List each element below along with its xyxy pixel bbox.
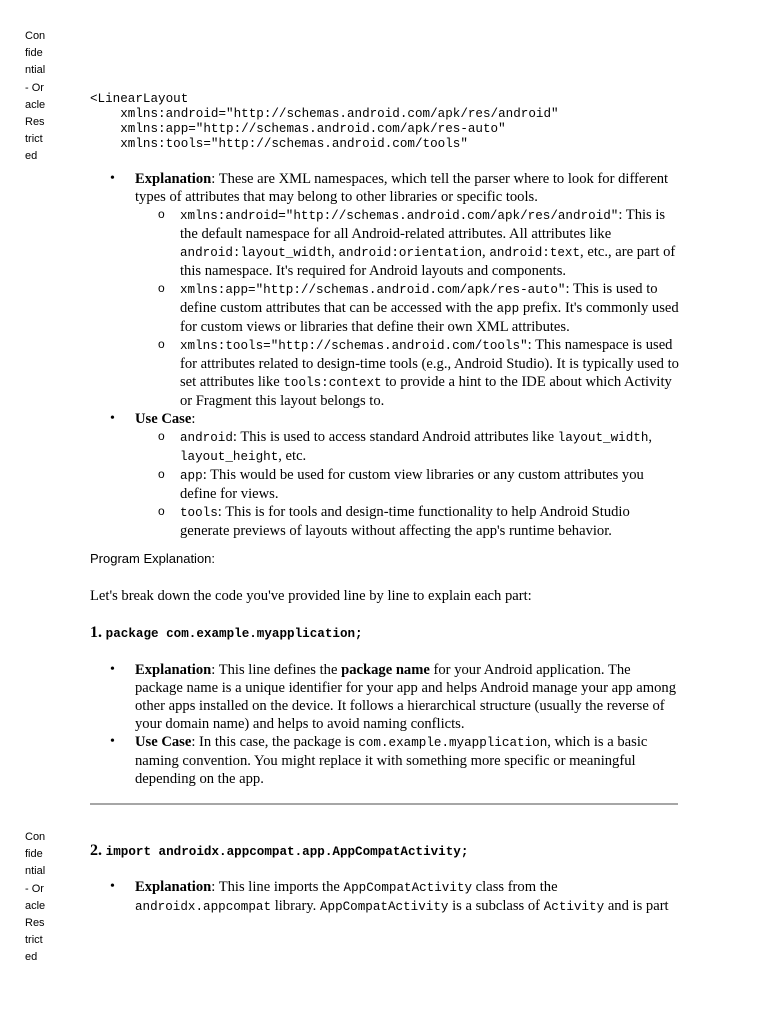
section-code: package com.example.myapplication; (105, 627, 363, 641)
separator: , (648, 429, 653, 445)
list-item (90, 410, 682, 540)
namespace-sub-list (135, 206, 682, 410)
list-item (135, 336, 682, 410)
separator: , (331, 244, 339, 260)
use-case-text: : This is used to access standard Android attributes like (232, 429, 558, 445)
section-number: 2. (90, 842, 102, 859)
explanation-text: for your Android application. The package name is a unique identifier for your app and helps Android manage your app among other apps installed on the device. It follows a hierarchical structure (usually the reverse of your domain name) and helps to avoid naming conflicts. (135, 662, 677, 732)
app-text: : This is used to define custom attributes that can be accessed with the (180, 281, 658, 316)
explanation-label: Explanation (135, 662, 212, 678)
app-namespace-code: xmlns:app="http://schemas.android.com/apk/res-auto" (180, 283, 566, 297)
inline-code: tools (180, 506, 218, 520)
list-item (135, 428, 682, 466)
namespace-bullet-list (90, 170, 682, 540)
section-2-bullet-list (90, 878, 682, 916)
explanation-text: class from the (472, 879, 558, 895)
explanation-text: : This line imports the (211, 879, 344, 895)
use-case-text: , which is a basic naming convention. You might replace it with something more specific or meaningful depending on the app. (135, 734, 648, 787)
explanation-text: library. (271, 898, 320, 914)
list-item (90, 878, 682, 916)
explanation-text: : This line defines the (211, 662, 342, 678)
list-item (90, 170, 682, 410)
list-item (90, 733, 682, 788)
use-case-label: Use Case (135, 411, 192, 427)
linear-layout-code-block: <LinearLayout xmlns:android="http://schemas.android.com/apk/res/android" xmlns:app="http://schemas.android.com/apk/res-auto" xmlns:tools="http://schemas.android.com/tools" (90, 92, 559, 151)
explanation-text: and is part (604, 898, 669, 914)
section-2-heading (90, 842, 468, 861)
list-item (135, 206, 682, 280)
section-1-body (90, 661, 682, 788)
inline-code: android:text (489, 246, 581, 260)
inline-code: layout_height (180, 450, 279, 464)
inline-code: layout_width (557, 431, 649, 445)
inline-code: Activity (543, 900, 605, 914)
confidential-margin-label: Confidential - Oracle Restricted (25, 30, 46, 163)
use-case-label: Use Case (135, 734, 192, 750)
inline-code: AppCompatActivity (319, 900, 449, 914)
use-case-text: : This is for tools and design-time functionality to help Android Studio generate previews of layouts without affecting the app's runtime behavior. (180, 504, 630, 539)
confidential-margin-label: Confidential - Oracle Restricted (25, 831, 46, 964)
android-namespace-code: xmlns:android="http://schemas.android.com/apk/res/android" (180, 209, 619, 223)
namespace-section (90, 170, 682, 540)
section-1-bullet-list (90, 661, 682, 788)
inline-code: android:orientation (338, 246, 483, 260)
explanation-text: : These are XML namespaces, which tell the parser where to look for different types of attributes that may belong to other libraries or specific tools. (135, 171, 669, 205)
use-case-text: , etc. (278, 448, 307, 464)
separator: , (482, 244, 490, 260)
page-divider (90, 803, 678, 805)
inline-code: android (180, 431, 233, 445)
list-item (135, 466, 682, 503)
use-case-sub-list (135, 428, 682, 540)
inline-code: app (180, 469, 203, 483)
section-number: 1. (90, 624, 102, 641)
explanation-label: Explanation (135, 171, 212, 187)
explanation-label: Explanation (135, 879, 212, 895)
inline-code: android:layout_width (180, 246, 332, 260)
use-case-text: : This would be used for custom view libraries or any custom attributes you define for views. (180, 467, 644, 502)
inline-code: tools:context (283, 376, 382, 390)
list-item (135, 503, 682, 540)
android-text: , etc., are part of this namespace. It's required for Android layouts and components. (180, 244, 676, 279)
android-text: : This is the default namespace for all Android-related attributes. All attributes like (180, 207, 666, 242)
program-explanation-heading: Program Explanation: (90, 551, 216, 566)
section-code: import androidx.appcompat.app.AppCompatActivity; (105, 845, 469, 859)
inline-code: com.example.myapplication (358, 736, 548, 750)
inline-code: AppCompatActivity (343, 881, 473, 895)
list-item (90, 661, 682, 733)
tools-text: to provide a hint to the IDE about which Activity or Fragment this layout belongs to. (180, 374, 672, 409)
section-1-heading (90, 624, 363, 643)
explanation-text: is a subclass of (448, 898, 544, 914)
list-item (135, 280, 682, 336)
inline-code: app (496, 302, 520, 316)
section-2-body (90, 878, 682, 916)
inline-code: androidx.appcompat (135, 900, 272, 914)
intro-paragraph: Let's break down the code you've provided line by line to explain each part: (90, 588, 532, 604)
package-name-bold: package name (341, 662, 430, 678)
tools-text: : This namespace is used for attributes related to design-time tools (e.g., Android Studio). It is typically used to set attributes like (180, 337, 679, 390)
use-case-colon: : (191, 411, 196, 427)
app-text: prefix. It's commonly used for custom views or libraries that define their own XML attributes. (180, 300, 679, 335)
tools-namespace-code: xmlns:tools="http://schemas.android.com/tools" (180, 339, 528, 353)
use-case-text: : In this case, the package is (191, 734, 359, 750)
